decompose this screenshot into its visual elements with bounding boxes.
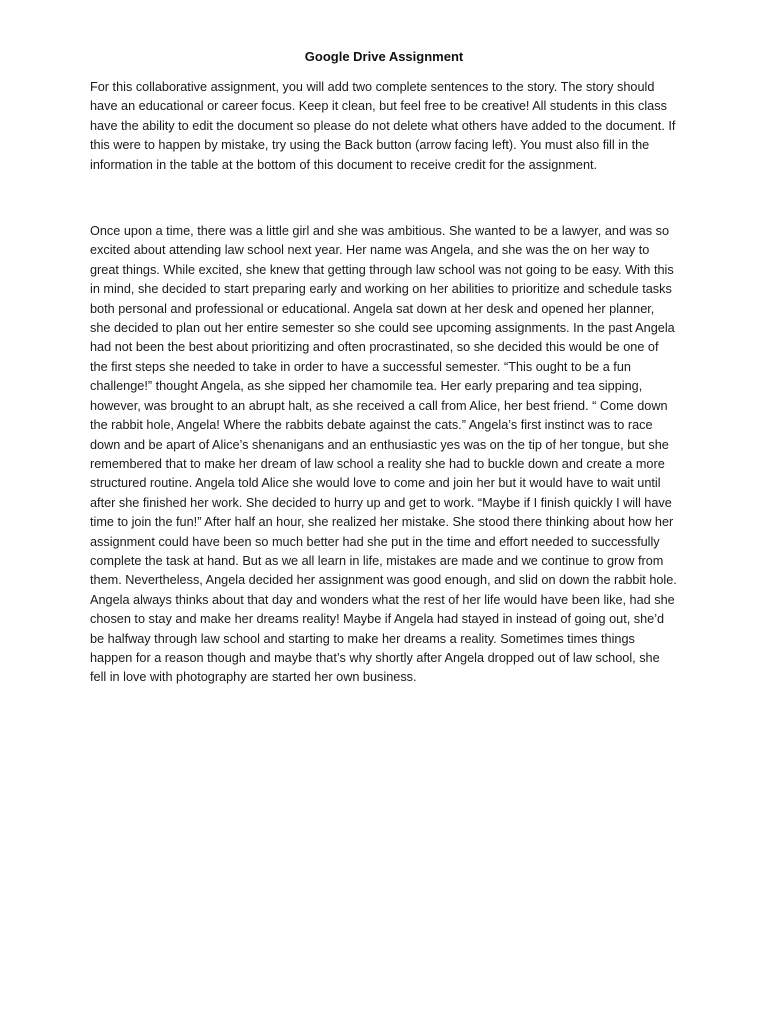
story-paragraph: Once upon a time, there was a little girl and she was ambitious. She wanted to be a lawyer, and was so excited about attending law school next year. Her name was Angela, and she was the on her way to great things. While excited, she knew that getting through law school was not going to be easy. With this in mind, she decided to start preparing early and working on her abilities to prioritize and schedule tasks both personal and professional or educational. Angela sat down at her desk and opened her planner, she decided to plan out her entire semester so she could see upcoming assignments. In the past Angela had not been the best about prioritizing and often procrastinated, so she decided this would be one of the first steps she needed to take in order to have a successful semester. “This ought to be a fun challenge!” thought Angela, as she sipped her chamomile tea. Her early preparing and tea sipping, however, was brought to an abrupt halt, as she received a call from Alice, her best friend. “ Come down the rabbit hole, Angela! Where the rabbits debate against the cats.” Angela’s first instinct was to race down and be apart of Alice’s shenanigans and an enthusiastic yes was on the tip of her tongue, but she remembered that to make her dream of law school a reality she had to buckle down and create a more structured routine. Angela told Alice she would love to come and join her but it would have to wait until after she finished her work. She decided to hurry up and get to work. “Maybe if I finish quickly I will have time to join the fun!” After half an hour, she realized her mistake. She stood there thinking about how her assignment could have been so much better had she put in the time and effort needed to successfully complete the task at hand. But as we all learn in life, mistakes are made and we continue to grow from them. Nevertheless, Angela decided her assignment was good enough, and slid on down the rabbit hole. Angela always thinks about that day and wonders what the rest of her life would have been like, had she chosen to stay and make her dreams reality! Maybe if Angela had stayed in instead of going out, she’d be halfway through law school and starting to make her dreams a reality. Sometimes times things happen for a reason though and maybe that’s why shortly after Angela dropped out of law school, she fell in love with photography are started her own business.: [90, 224, 677, 685]
instructions-paragraph: For this collaborative assignment, you will add two complete sentences to the story. The story should have an educational or career focus. Keep it clean, but feel free to be creative! All students in this class have the ability to edit the document so please do not delete what others have added to the document. If this were to happen by mistake, try using the Back button (arrow facing left). You must also fill in the information in the table at the bottom of this document to receive credit for the assignment.: [90, 80, 676, 172]
document-title: Google Drive Assignment: [304, 49, 464, 64]
